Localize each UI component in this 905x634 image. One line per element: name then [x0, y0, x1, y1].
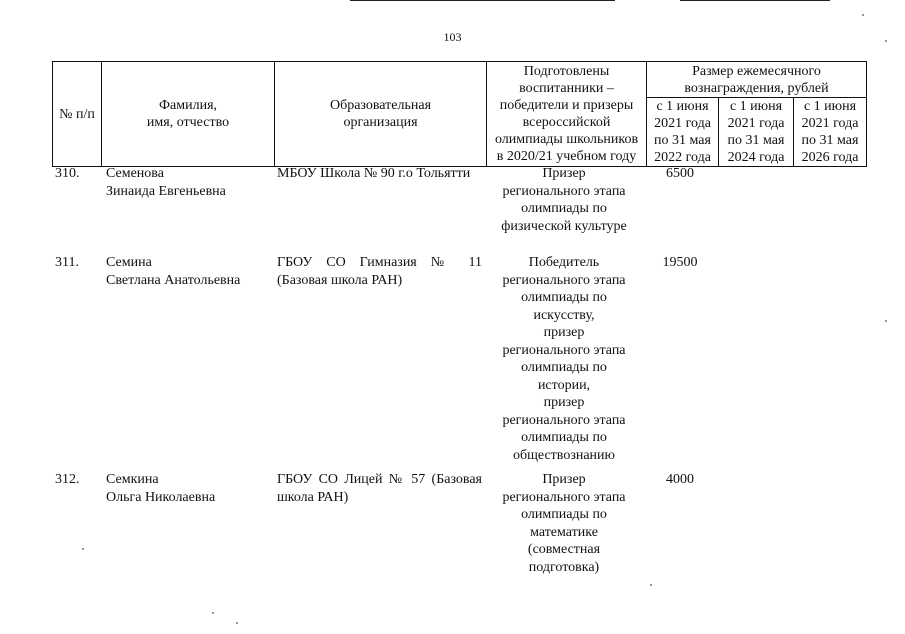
- scan-speck: [885, 40, 887, 42]
- organization: МБОУ Школа № 90 г.о Тольятти: [277, 166, 471, 181]
- header-period-2026: с 1 июня 2021 года по 31 мая 2026 года: [794, 98, 867, 167]
- achievement: Призер регионального этапа олимпиады по математике (совместная подготовка): [502, 472, 626, 575]
- teacher-name: Семкина Ольга Николаевна: [106, 472, 216, 505]
- organization: ГБОУ СО Гимназия № 11 (Базовая школа РАН): [277, 255, 482, 288]
- scan-speck: [236, 622, 238, 624]
- scan-speck: [212, 612, 214, 614]
- achievement: Победитель регионального этапа олимпиады по искусству, призер регионального этапа олимпиады по истории, призер регионального этапа олимпиады по обществознанию: [502, 255, 626, 463]
- row-number: 310.: [55, 166, 80, 181]
- scan-edge-line: [350, 0, 615, 1]
- organization: ГБОУ СО Лицей № 57 (Базовая школа РАН): [277, 472, 482, 505]
- header-col-amount: Размер ежемесячного вознаграждения, рублей: [647, 62, 867, 98]
- row-number: 311.: [55, 255, 79, 270]
- header-col-fio: Фамилия, имя, отчество: [102, 62, 275, 167]
- page-number: 103: [443, 30, 462, 44]
- header-col-org: Образовательная организация: [275, 62, 487, 167]
- header-period-2024: с 1 июня 2021 года по 31 мая 2024 года: [719, 98, 794, 167]
- award-amount: 6500: [666, 166, 694, 181]
- scan-speck: [885, 320, 887, 322]
- teacher-name: Семенова Зинаида Евгеньевна: [106, 166, 226, 199]
- header-col-prepared: Подготовлены воспитанники – победители и призеры всероссийской олимпиады школьников в 2020/21 учебном году: [487, 62, 647, 167]
- header-period-2022: с 1 июня 2021 года по 31 мая 2022 года: [647, 98, 719, 167]
- scan-speck: [82, 548, 84, 550]
- table-header: [52, 61, 867, 167]
- scan-edge-line: [680, 0, 830, 1]
- scan-speck: [650, 584, 652, 586]
- header-col-num: № п/п: [53, 62, 102, 167]
- scan-speck: [862, 14, 864, 16]
- award-amount: 19500: [662, 255, 698, 270]
- row-number: 312.: [55, 472, 80, 487]
- teacher-name: Семина Светлана Анатольевна: [106, 255, 241, 288]
- achievement: Призер регионального этапа олимпиады по физической культуре: [501, 166, 627, 234]
- award-amount: 4000: [666, 472, 694, 487]
